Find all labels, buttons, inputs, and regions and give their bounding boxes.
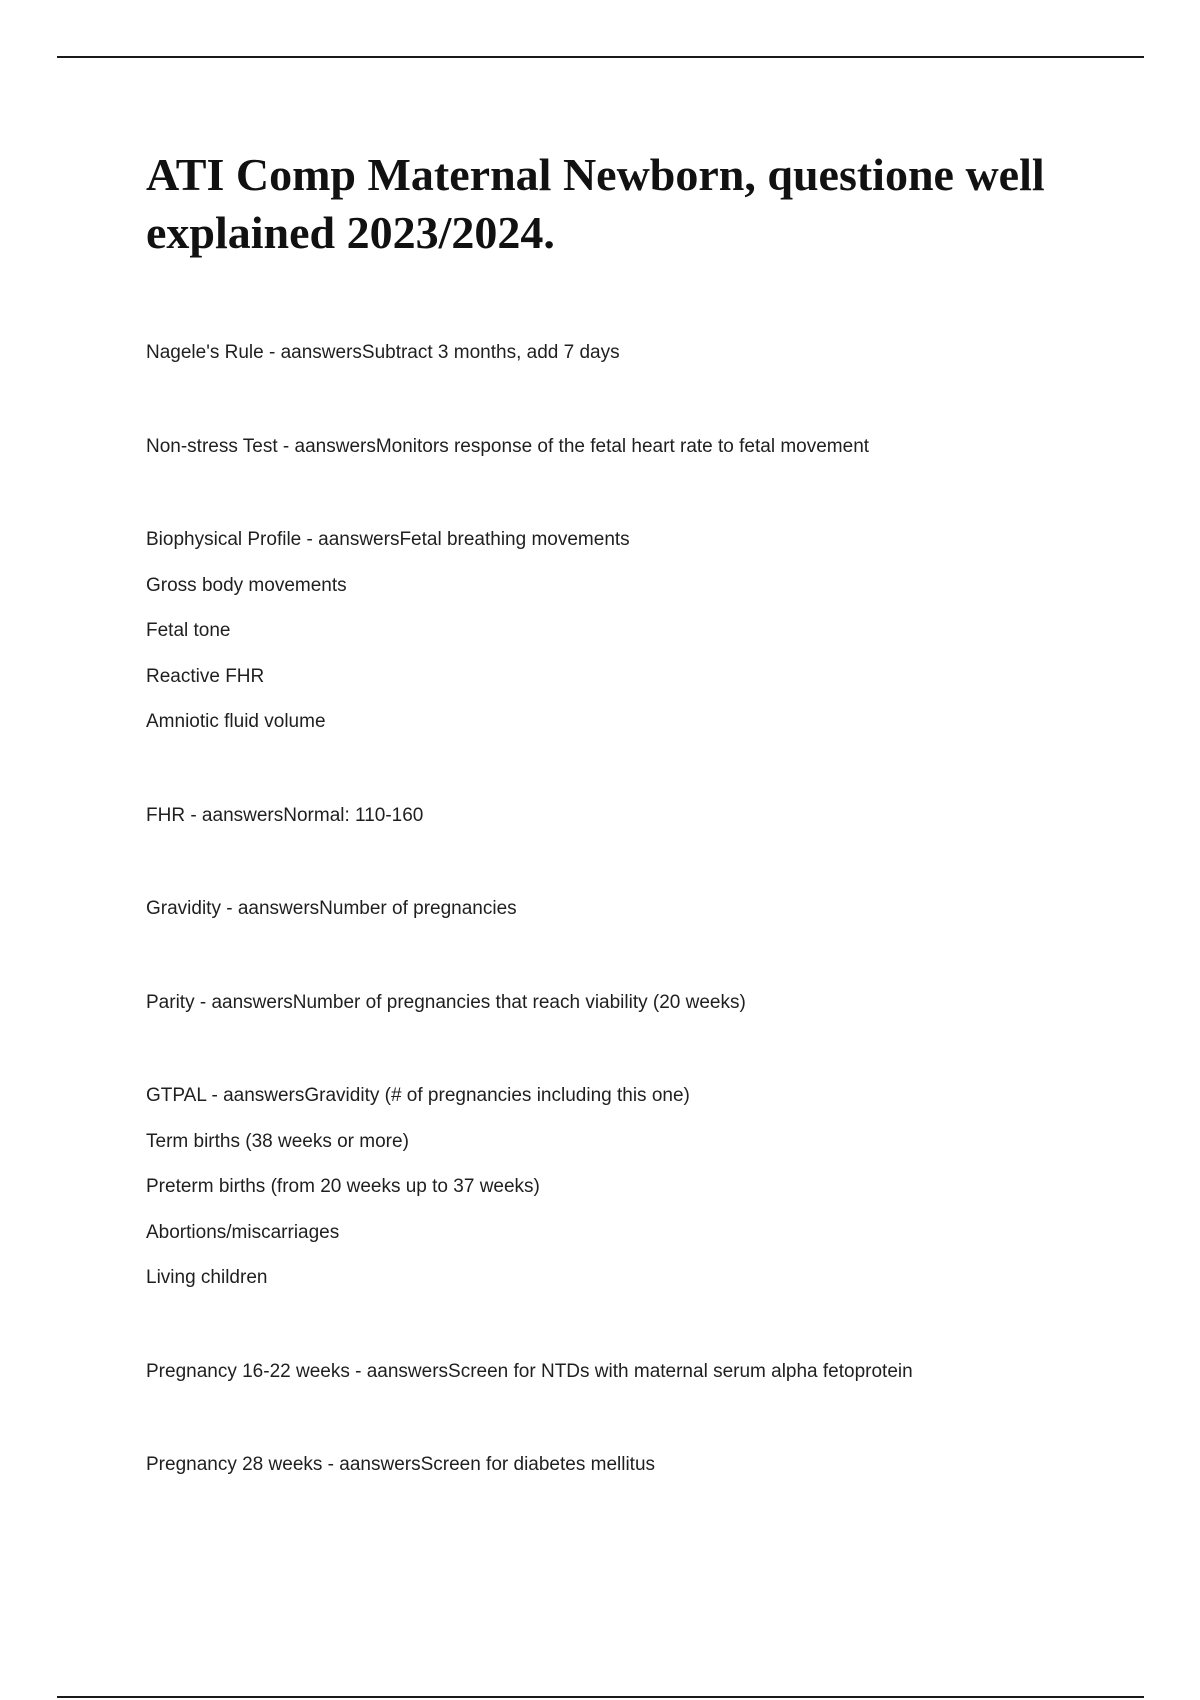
entry-line: Nagele's Rule - aanswersSubtract 3 months, add 7 days [146, 342, 620, 363]
entry-pregnancy-28-weeks [146, 1442, 1106, 1488]
entry-line: Abortions/miscarriages [146, 1221, 340, 1243]
entry-line: Biophysical Profile - aanswersFetal breathing movements [146, 529, 630, 550]
entry-non-stress-test [146, 424, 1106, 470]
entry-line: Gravidity - aanswersNumber of pregnancies [146, 898, 517, 919]
document-title: ATI Comp Maternal Newborn, questione well explained 2023/2024. [146, 149, 1045, 258]
entry-line: Parity - aanswersNumber of pregnancies that reach viability (20 weeks) [146, 991, 746, 1013]
entry-line: Living children [146, 1267, 268, 1288]
entry-fhr [146, 793, 1106, 839]
entry-line: Amniotic fluid volume [146, 711, 326, 732]
entry-biophysical-profile [146, 517, 1106, 745]
entry-line: Pregnancy 16-22 weeks - aanswersScreen for NTDs with maternal serum alpha fetoprotein [146, 1360, 913, 1382]
entry-line: Gross body movements [146, 574, 347, 596]
bottom-rule [57, 1696, 1144, 1698]
entry-line: Fetal tone [146, 620, 231, 641]
entry-line: Term births (38 weeks or more) [146, 1130, 409, 1152]
entry-line: Pregnancy 28 weeks - aanswersScreen for diabetes mellitus [146, 1454, 656, 1475]
entry-gtpal [146, 1073, 1106, 1301]
document-body [146, 330, 1106, 1536]
top-rule [57, 56, 1144, 58]
entry-nageles-rule [146, 330, 1106, 376]
entry-line: Non-stress Test - aanswersMonitors response of the fetal heart rate to fetal movement [146, 435, 870, 457]
entry-parity [146, 980, 1106, 1026]
entry-pregnancy-16-22-weeks [146, 1349, 1106, 1395]
entry-line: Preterm births (from 20 weeks up to 37 weeks) [146, 1176, 540, 1197]
entry-gravidity [146, 886, 1106, 932]
entry-line: GTPAL - aanswersGravidity (# of pregnancies including this one) [146, 1085, 690, 1106]
entry-line: FHR - aanswersNormal: 110-160 [146, 804, 424, 826]
entry-line: Reactive FHR [146, 665, 265, 687]
